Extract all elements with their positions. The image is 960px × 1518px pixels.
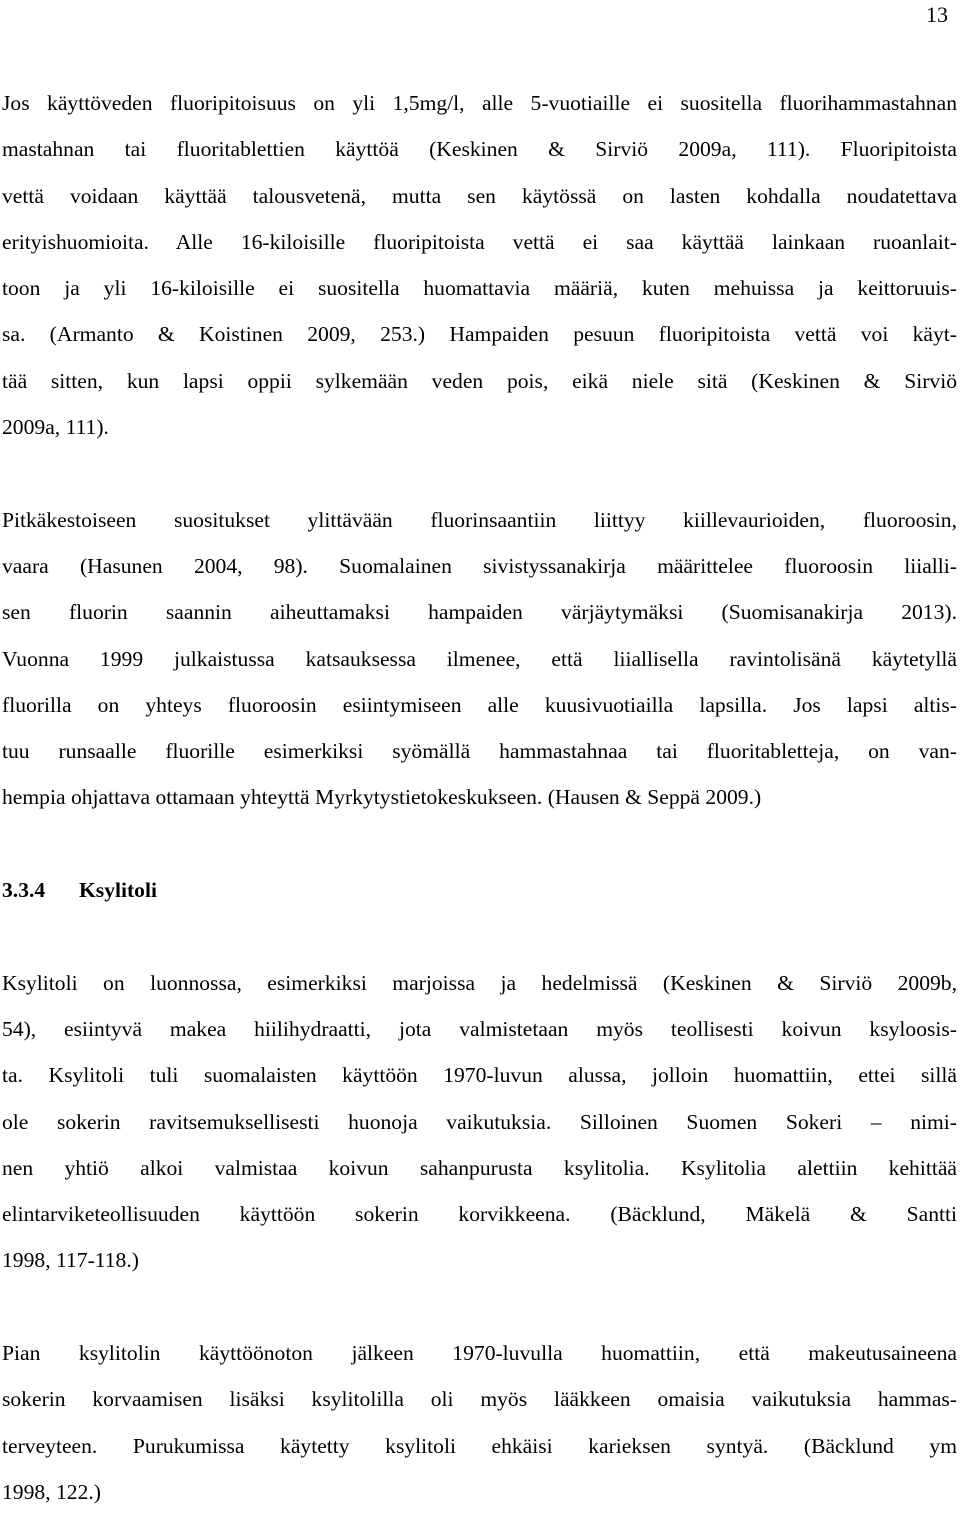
text-line: 2009a, 111).	[2, 415, 109, 440]
section-title: Ksylitoli	[79, 878, 157, 903]
text-line: vettä voidaan käyttää talousvetenä, mutta sen käytössä on lasten kohdalla noudatettava	[2, 183, 957, 208]
text-line: tuu runsaalle fluorille esimerkiksi syömällä hammastahnaa tai fluoritabletteja, on van-	[2, 739, 957, 764]
text-line: sokerin korvaamisen lisäksi ksylitolilla oli myös lääkkeen omaisia vaikutuksia hammas-	[2, 1387, 957, 1412]
text-line: elintarviketeollisuuden käyttöön sokerin korvikkeena. (Bäcklund, Mäkelä & Santti	[2, 1202, 957, 1227]
text-line: Ksylitoli on luonnossa, esimerkiksi marjoissa ja hedelmissä (Keskinen & Sirviö 2009b,	[2, 970, 957, 995]
text-line: tää sitten, kun lapsi oppii sylkemään veden pois, eikä niele sitä (Keskinen & Sirviö	[2, 368, 957, 393]
paragraph-xylitol-origin	[2, 960, 957, 1284]
text-line: nen yhtiö alkoi valmistaa koivun sahanpurusta ksylitolia. Ksylitolia alettiin kehittää	[2, 1155, 957, 1180]
text-line: ole sokerin ravitsemuksellisesti huonoja vaikutuksia. Silloinen Suomen Sokeri – nimi-	[2, 1109, 957, 1134]
text-line: 1998, 122.)	[2, 1479, 101, 1504]
paragraph-spacer	[2, 821, 957, 867]
paragraph-spacer	[2, 913, 957, 959]
text-line: 54), esiintyvä makea hiilihydraatti, jota valmistetaan myös teollisesti koivun ksyloosis-	[2, 1016, 957, 1041]
text-line: sen fluorin saannin aiheuttamaksi hampaiden värjäytymäksi (Suomisanakirja 2013).	[2, 600, 957, 625]
text-line: terveyteen. Purukumissa käytetty ksylitoli ehkäisi karieksen syntyä. (Bäcklund ym	[2, 1433, 957, 1458]
text-line: hempia ohjattava ottamaan yhteyttä Myrkytystietokeskukseen. (Hausen & Seppä 2009.)	[2, 785, 762, 810]
document-body	[2, 80, 957, 1515]
text-line: Pian ksylitolin käyttöönoton jälkeen 1970-luvulla huomattiin, että makeutusaineena	[2, 1341, 957, 1366]
text-line: toon ja yli 16-kiloisille ei suositella huomattavia määriä, kuten mehuissa ja keittoruuis-	[2, 276, 957, 301]
text-line: Vuonna 1999 julkaistussa katsauksessa ilmenee, että liiallisella ravintolisänä käytetyllä	[2, 646, 957, 671]
paragraph-fluorosis	[2, 497, 957, 821]
section-heading	[2, 867, 957, 913]
text-line: Jos käyttöveden fluoripitoisuus on yli 1,5mg/l, alle 5-vuotiaille ei suositella fluorihammastahnan	[2, 91, 957, 115]
paragraph-xylitol-dental	[2, 1330, 957, 1515]
paragraph-spacer	[2, 1284, 957, 1330]
text-line: ta. Ksylitoli tuli suomalaisten käyttöön 1970-luvun alussa, jolloin huomattiin, ettei sillä	[2, 1063, 957, 1088]
text-line: fluorilla on yhteys fluoroosin esiintymiseen alle kuusivuotiailla lapsilla. Jos lapsi altis-	[2, 692, 957, 717]
paragraph-spacer	[2, 450, 957, 496]
text-line: Pitkäkestoiseen suositukset ylittävään fluorinsaantiin liittyy kiillevaurioiden, fluoroosin,	[2, 507, 957, 532]
text-line: sa. (Armanto & Koistinen 2009, 253.) Hampaiden pesuun fluoripitoista vettä voi käyt-	[2, 322, 957, 347]
page-number: 13	[926, 2, 948, 27]
text-line: mastahnan tai fluoritablettien käyttöä (Keskinen & Sirviö 2009a, 111). Fluoripitoista	[2, 137, 957, 162]
text-line: vaara (Hasunen 2004, 98). Suomalainen sivistyssanakirja määrittelee fluoroosin liialli-	[2, 553, 957, 578]
text-line: erityishuomioita. Alle 16-kiloisille fluoripitoista vettä ei saa käyttää lainkaan ruoanlait-	[2, 229, 957, 254]
text-line: 1998, 117-118.)	[2, 1248, 139, 1273]
section-number: 3.3.4	[2, 878, 46, 903]
paragraph-fluoride-water	[2, 80, 957, 450]
